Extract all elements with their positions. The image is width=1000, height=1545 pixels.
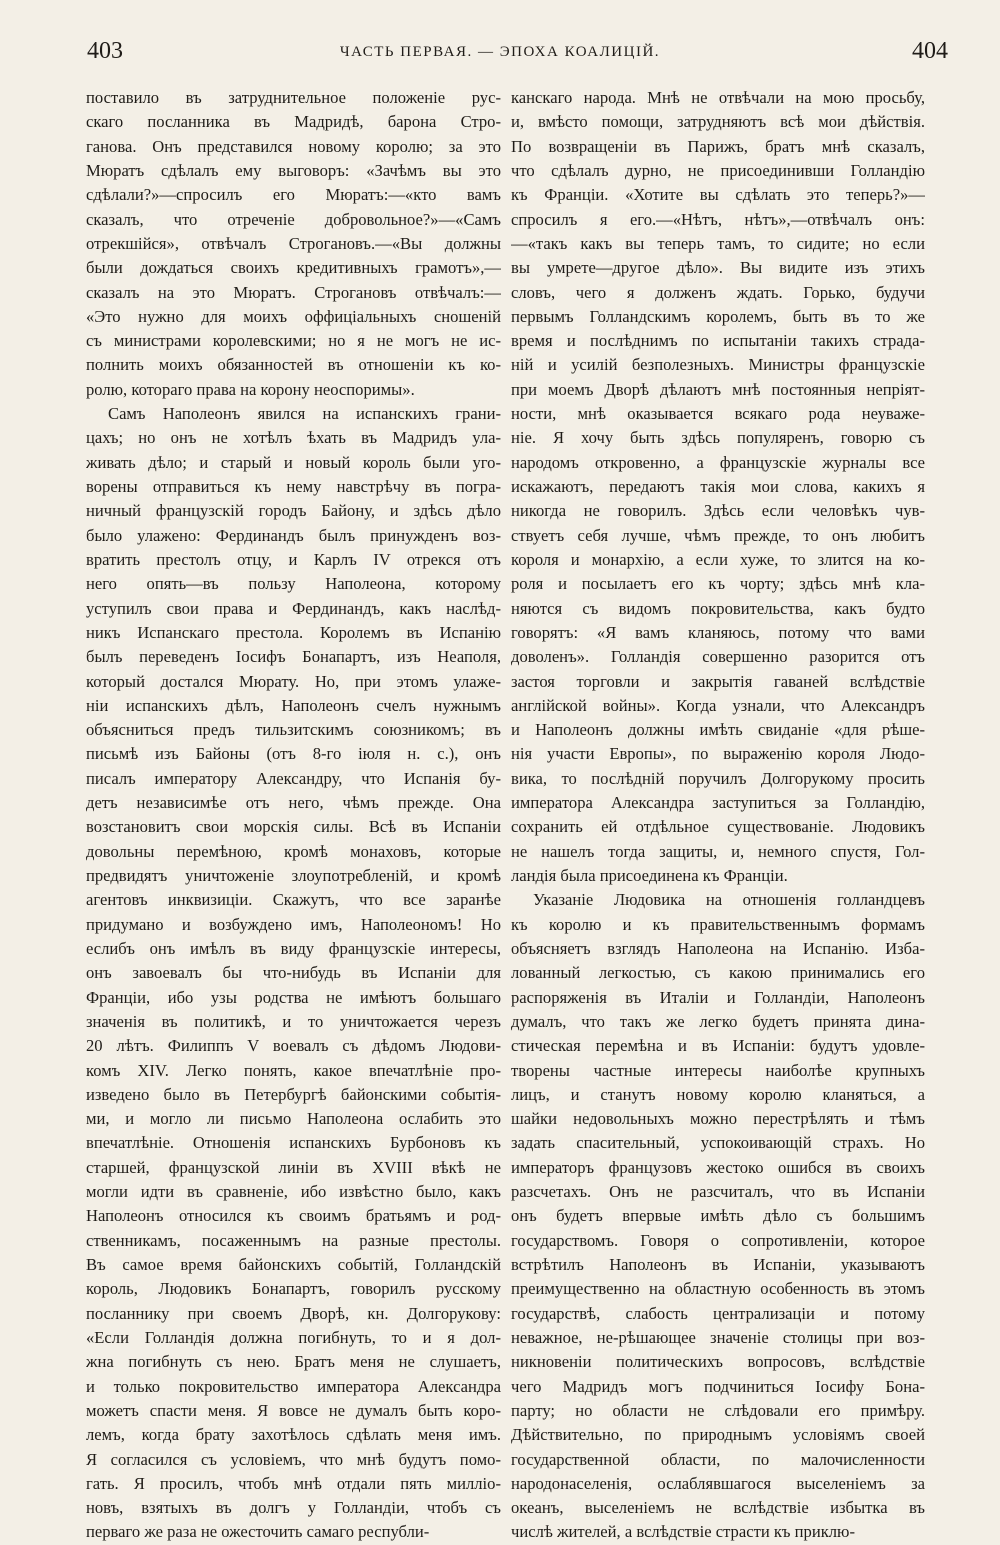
text-line: «Если Голландія должна погибнуть, то и я дол- [86,1327,501,1347]
text-line: Франціи, ибо узы родства не имѣютъ большаго [86,987,501,1007]
text-line: чего Мадридъ могъ подчиниться Іосифу Бона- [511,1376,925,1396]
text-line: могли идти въ сравненіе, ибо извѣстно было, какъ [86,1182,501,1202]
text-line: съ министрами королевскими; но я не могъ не ис- [86,331,501,351]
text-line: довольны перемѣною, кромѣ монаховъ, которые [86,841,501,861]
text-line: Въ самое время байонскихъ событій, Голландскій [86,1255,501,1274]
text-line: словъ, чего я долженъ ждать. Горько, будучи [511,282,925,302]
text-line: лованный легкостью, съ какою принимались его [511,963,925,983]
text-line: который достался Мюрату. Но, при этомъ улажe- [86,671,501,691]
text-line: еслибъ онъ имѣлъ въ виду французскіе интересы, [86,938,501,958]
text-line: 20 лѣтъ. Филиппъ V воевалъ съ дѣдомъ Людови- [86,1036,501,1056]
page-number-right: 404 [912,38,948,64]
text-line: вратить престолъ отцу, и Карлъ IV отрекся отъ [86,549,501,569]
text-line: океанъ, выселеніемъ не вслѣдствіе избытка въ [511,1498,925,1518]
text-line: онъ будетъ впервые имѣть дѣло съ большимъ [511,1206,925,1226]
text-line: неважное, не-рѣшающее значеніе столицы при воз- [511,1327,925,1347]
text-line: онъ завоевалъ бы что-нибудь въ Испаніи для [86,963,501,983]
text-line: встрѣтилъ Наполеонъ въ Испаніи, указываютъ [511,1255,925,1274]
text-line: цахъ; но онъ не хотѣлъ ѣхать въ Мадридъ ула- [86,428,501,448]
right-column [511,86,925,1545]
text-line: лицъ, и станутъ новому королю кланяться, а [511,1084,925,1104]
text-line: Самъ Наполеонъ явился на испанскихъ грани- [108,404,501,424]
page-header [0,38,1000,68]
text-line: Наполеонъ относился къ своимъ братьямъ и род- [86,1206,501,1226]
text-line: ролю, котораго права на корону неоспоримы». [86,379,415,399]
text-line: уступилъ свои права и Фердинандъ, какъ наслѣд- [86,598,501,618]
text-line: сказалъ на это Мюратъ. Строгановъ отвѣчалъ:— [86,282,501,302]
text-line: полнить моихъ обязанностей въ отношеніи къ ко- [86,355,501,375]
text-line: «Это нужно для моихъ оффиціальныхъ сношеній [86,306,501,326]
page-number-left: 403 [87,38,123,64]
text-line: искажаютъ, передаютъ такія мои слова, какихъ я [511,477,925,496]
text-line: ніи испанскихъ дѣлъ, Наполеонъ счелъ нужнымъ [86,695,501,715]
text-line: спросилъ я его.—«Нѣтъ, нѣтъ»,—отвѣчалъ онъ: [511,209,925,229]
text-line: король, Людовикъ Бонапартъ, говорилъ русскому [86,1279,501,1299]
text-line: государственной области, по малочисленности [511,1449,925,1469]
text-line: государствѣ, слабость централизаціи и потому [511,1303,925,1323]
left-column [86,86,501,1545]
text-line: первымъ Голландскимъ королемъ, быть въ то же [511,306,925,326]
text-line: придумано и возбуждено имъ, Наполеономъ! Но [86,914,501,934]
text-line: ми, и могло ли письмо Наполеона ослабить это [86,1109,501,1129]
text-line: няются съ видомъ покровительства, какъ будто [511,598,925,618]
text-line: народонаселенія, ослаблявшагося выселеніемъ за [511,1473,925,1493]
text-line: Дѣйствительно, по природнымъ условіямъ своей [511,1425,925,1445]
text-line: вика, то послѣдній поручилъ Долгорукому просить [511,768,925,788]
text-line: никогда не говорилъ. Здѣсь если человѣкъ чув- [511,501,925,521]
text-line: детъ независимѣе отъ него, чѣмъ прежде. Она [86,793,501,813]
text-line: старшей, французской линіи въ XVIII вѣкѣ не [86,1157,501,1177]
text-line: думалъ, что такъ же легко будетъ принята дина- [511,1011,925,1031]
text-line: сохранить ей отдѣльное существованіе. Людовикъ [511,817,925,837]
text-line: доволенъ». Голландія совершенно разорится отъ [511,647,925,667]
text-line: никъ Испанскаго престола. Королемъ въ Испанію [86,622,501,642]
text-line: Мюратъ сдѣлалъ ему выговоръ: «Зачѣмъ вы это [86,160,501,180]
text-line: англійской войны». Когда узнали, что Александръ [511,695,925,715]
text-line: значенія въ политикѣ, и то уничтожается черезъ [86,1011,501,1031]
text-line: живать дѣло; и старый и новый король были уго- [86,452,501,472]
text-line: и, вмѣсто помощи, затрудняютъ всѣ мои дѣйствія. [511,112,925,132]
text-line: никновеніи политическихъ вопросовъ, вслѣдствіе [511,1352,925,1372]
text-line: ній и усилій безполезныхъ. Министры французскіе [511,355,925,375]
text-line: жна погибнуть съ нею. Братъ меня не слушаетъ, [86,1352,501,1372]
text-line: парту; но области не слѣдовали его примѣру. [511,1400,925,1420]
text-line: при моемъ Дворѣ дѣлаютъ мнѣ постоянныя непріят- [511,379,925,399]
text-line: По возвращеніи въ Парижъ, братъ мнѣ сказалъ, [511,136,925,156]
text-line: время и послѣднимъ по испытаніи такихъ страда- [511,331,925,351]
text-line: новъ, взятыхъ въ долгъ у Голландіи, чтобъ съ [86,1498,501,1518]
text-line: сдѣлали?»—спросилъ его Мюратъ:—«кто вамъ [86,185,501,205]
text-line: числѣ жителей, а вслѣдствіе страсти къ приклю- [511,1522,855,1542]
text-line: народомъ откровенно, а французскіе журналы все [511,452,925,472]
text-line: стическая перемѣна и въ Испаніи: будутъ удовле- [511,1036,925,1056]
running-title: ЧАСТЬ ПЕРВАЯ. — ЭПОХА КОАЛИЦІЙ. [339,44,661,60]
text-line: канскаго народа. Мнѣ не отвѣчали на мою просьбу, [511,88,925,107]
text-line: предвидятъ уничтоженіе злоупотребленій, и кромѣ [86,866,501,885]
text-line: можетъ спасти меня. Я вовсе не думалъ быть коро- [86,1400,501,1420]
text-line: застоя торговли и закрытія гаваней вслѣдствіе [511,671,925,691]
text-line: поставило въ затруднительное положеніе рус- [86,88,501,107]
text-line: письмѣ изъ Байоны (отъ 8-го іюля н. с.), онъ [86,744,501,764]
text-line: былъ переведенъ Іосифъ Бонапартъ, изъ Неаполя, [86,647,501,667]
text-line: императоръ французовъ жестоко ошибся въ своихъ [511,1157,925,1177]
text-line: ніе. Я хочу быть здѣсь популяренъ, говорю съ [511,428,925,448]
text-line: говорятъ: «Я вамъ кланяюсь, потому что вами [511,622,925,642]
text-line: государствомъ. Говоря о сопротивленіи, которое [511,1230,925,1250]
text-line: —«такъ какъ вы теперь тамъ, то сидите; но если [511,233,925,253]
text-line: распоряженія въ Италіи и Голландіи, Наполеонъ [511,987,925,1007]
text-line: объясниться предъ тильзитскимъ союзникомъ; въ [86,720,501,740]
text-line: и Наполеонъ должны имѣть свиданіе «для рѣше- [511,720,925,740]
text-line: писалъ императору Александру, что Испанія бу- [86,768,501,788]
text-line: перваго же раза не ожесточить самаго республи- [86,1522,430,1542]
text-line: къ королю и къ правительственнымъ формамъ [511,914,925,934]
text-line: разсчетахъ. Онъ не разсчиталъ, что въ Испаніи [511,1182,925,1202]
text-line: ворены отправиться къ нему навстрѣчу въ погра- [86,477,501,496]
text-line: творены частные интересы наиболѣе крупныхъ [511,1060,925,1080]
text-line: ничный французскій городъ Байону, и здѣсь дѣло [86,501,501,521]
text-line: ственникамъ, посаженнымъ на разные престолы. [86,1230,501,1250]
text-line: Указаніе Людовика на отношенія голландцевъ [533,890,925,910]
text-line: были дождаться своихъ кредитивныхъ грамотъ»,— [86,258,501,278]
text-line: скаго посланника въ Мадридѣ, барона Стро- [86,112,501,132]
text-line: гать. Я просилъ, чтобъ мнѣ отдали пять милліо- [86,1473,501,1493]
text-line: ландія была присоединена къ Франціи. [511,866,788,885]
text-line: комъ XIV. Легко понять, какое впечатлѣніе про- [86,1060,501,1080]
text-line: короля и монархію, а если хуже, то злится на ко- [511,549,925,569]
text-line: впечатлѣніе. Отношенія испанскихъ Бурбоновъ къ [86,1133,501,1153]
text-line: шайки недовольныхъ можно перестрѣлять и тѣмъ [511,1109,925,1129]
text-line: сказалъ, что отреченіе добровольное?»—«Самъ [86,209,501,229]
text-line: было улажено: Фердинандъ былъ принужденъ воз- [86,525,501,545]
text-line: задать спасительный, успокоивающій страхъ. Но [511,1133,925,1153]
text-line: изведено было въ Петербургѣ байонскими событія- [86,1084,501,1104]
text-line: объясняетъ взглядъ Наполеона на Испанію. Избa- [511,938,925,958]
text-line: къ Франціи. «Хотите вы сдѣлать это теперь?»— [511,185,925,205]
text-line: посланнику при своемъ Дворѣ, кн. Долгорукову: [86,1303,501,1323]
text-line: что сдѣлалъ дурно, не присоединивши Голландію [511,160,925,180]
text-line: Я согласился съ условіемъ, что мнѣ будутъ помо- [86,1449,501,1469]
text-line: императора Александра заступиться за Голландію, [511,793,925,813]
text-line: вы умрете—другое дѣло». Вы видите изъ этихъ [511,258,925,278]
text-line: отрекшійся», отвѣчалъ Строгановъ.—«Вы должны [86,233,501,253]
text-line: преимущественно на областную особенность въ этомъ [511,1279,925,1299]
text-line: и только покровительство императора Александра [86,1376,501,1396]
text-line: агентовъ инквизиціи. Скажутъ, что все заранѣе [86,890,501,910]
text-line: ганова. Онъ представился новому королю; за это [86,136,501,156]
text-line: нія участи Европы», по выраженію короля Людо- [511,744,925,764]
text-line: него опять—въ пользу Наполеона, которому [86,574,501,594]
text-line: ности, мнѣ оказывается всякаго рода неуваже- [511,404,925,424]
text-line: ствуетъ себя лучше, чѣмъ прежде, то онъ любитъ [511,525,925,545]
text-line: не нашелъ тогда защиты, и, немного спустя, Гол- [511,841,925,861]
text-line: возстановитъ свои морскія силы. Всѣ въ Испаніи [86,817,501,837]
text-line: роля и посылаетъ его къ чорту; здѣсь мнѣ кла- [511,574,925,594]
text-line: лемъ, когда брату захотѣлось сдѣлать меня имъ. [86,1425,501,1445]
